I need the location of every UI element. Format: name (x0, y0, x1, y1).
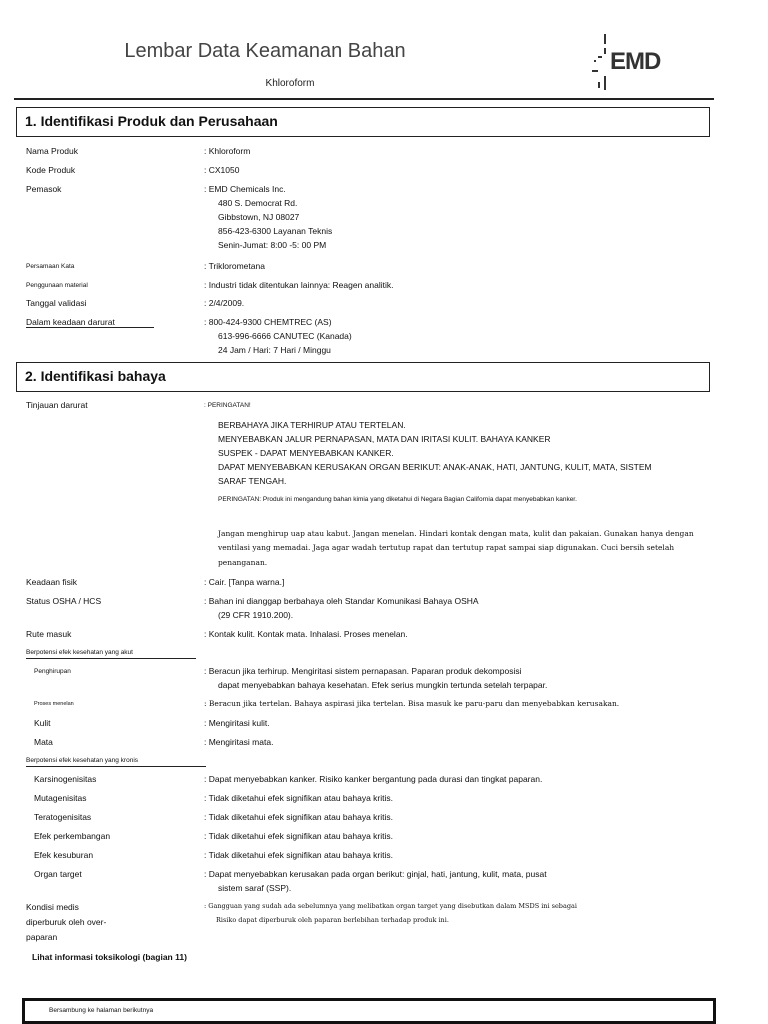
value-tanggal-validasi: : 2/4/2009. (204, 298, 245, 308)
continued-footer-text: Bersambung ke halaman berikutnya (49, 1007, 154, 1014)
value-kode-produk: : CX1050 (204, 165, 240, 175)
advice-line-1: Jangan menghirup uap atau kabut. Jangan menelan. Hindari kontak dengan mata, kulit dan pakaian. Gunakan hanya dengan (218, 529, 694, 538)
label-kondisi-medis-2: diperburuk oleh over- (26, 917, 107, 927)
value-osha-cfr: (29 CFR 1910.200). (218, 610, 294, 620)
chronic-effects-header: Berpotensi efek kesehatan yang kronis (26, 757, 139, 764)
value-nama-produk: : Khloroform (204, 146, 251, 156)
label-kondisi-medis-3: paparan (26, 932, 58, 942)
label-darurat-underline (26, 327, 154, 328)
label-organ-target: Organ target (34, 869, 82, 879)
label-persamaan-kata: Persamaan Kata (26, 263, 75, 270)
value-penggunaan-material: : Industri tidak ditentukan lainnya: Reagen analitik. (204, 280, 394, 290)
hazard-line-4: DAPAT MENYEBABKAN KERUSAKAN ORGAN BERIKUT: ANAK-ANAK, HATI, JANTUNG, KULIT, MATA, SISTEM (218, 462, 652, 472)
document-title: Lembar Data Keamanan Bahan (124, 40, 406, 62)
hazard-line-3: SUSPEK - DAPAT MENYEBABKAN KANKER. (218, 448, 394, 458)
section2-header (16, 362, 710, 392)
header-rule (14, 98, 714, 100)
label-mutagenisitas: Mutagenisitas (34, 793, 87, 803)
value-efek-kesuburan: : Tidak diketahui efek signifikan atau bahaya kritis. (204, 850, 393, 860)
value-darurat-us: : 800-424-9300 CHEMTREC (AS) (204, 317, 332, 327)
label-mata: Mata (34, 737, 53, 747)
value-mutagenisitas: : Tidak diketahui efek signifikan atau bahaya kritis. (204, 793, 393, 803)
acute-header-underline (26, 658, 196, 659)
chronic-header-underline (26, 766, 206, 767)
section1-title: 1. Identifikasi Produk dan Perusahaan (25, 113, 278, 129)
value-pemasok: : EMD Chemicals Inc. (204, 184, 286, 194)
label-keadaan-fisik: Keadaan fisik (26, 577, 78, 587)
california-warning: PERINGATAN: Produk ini mengandung bahan kimia yang diketahui di Negara Bagian California dapat menyebabkan kanker. (218, 496, 577, 503)
label-karsinogenisitas: Karsinogenisitas (34, 774, 97, 784)
value-osha: : Bahan ini dianggap berbahaya oleh Standar Komunikasi Bahaya OSHA (204, 596, 479, 606)
hazard-line-5: SARAF TENGAH. (218, 476, 287, 486)
value-pemasok-hours: Senin-Jumat: 8:00 -5: 00 PM (218, 240, 327, 250)
value-teratogenisitas: : Tidak diketahui efek signifikan atau bahaya kritis. (204, 812, 393, 822)
value-kulit: : Mengiritasi kulit. (204, 718, 270, 728)
value-pemasok-address2: Gibbstown, NJ 08027 (218, 212, 300, 222)
value-keadaan-fisik: : Cair. [Tanpa warna.] (204, 577, 285, 587)
label-nama-produk: Nama Produk (26, 146, 78, 156)
value-persamaan-kata: : Triklorometana (204, 261, 265, 271)
label-efek-kesuburan: Efek kesuburan (34, 850, 94, 860)
label-penggunaan-material: Penggunaan material (26, 282, 88, 289)
label-rute-masuk: Rute masuk (26, 629, 72, 639)
value-organ-target: : Dapat menyebabkan kerusakan pada organ berikut: ginjal, hati, jantung, kulit, mata, pusat (204, 869, 547, 879)
label-kode-produk: Kode Produk (26, 165, 76, 175)
value-darurat-canada: 613-996-6666 CANUTEC (Kanada) (218, 331, 352, 341)
emd-logo (588, 30, 668, 100)
label-tinjauan-darurat: Tinjauan darurat (26, 400, 88, 410)
hazard-line-1: BERBAHAYA JIKA TERHIRUP ATAU TERTELAN. (218, 420, 406, 430)
value-rute-masuk: : Kontak kulit. Kontak mata. Inhalasi. Proses menelan. (204, 629, 408, 639)
value-peringatan: : PERINGATAN! (204, 402, 251, 409)
document-subtitle: Khloroform (265, 78, 315, 89)
label-efek-perkembangan: Efek perkembangan (34, 831, 111, 841)
label-proses-menelan: Proses menelan (34, 701, 74, 707)
tox-info-note: Lihat informasi toksikologi (bagian 11) (32, 952, 187, 962)
value-darurat-hours: 24 Jam / Hari: 7 Hari / Minggu (218, 345, 331, 355)
value-karsinogenisitas: : Dapat menyebabkan kanker. Risiko kanker bergantung pada durasi dan tingkat paparan. (204, 774, 543, 784)
label-teratogenisitas: Teratogenisitas (34, 812, 92, 822)
section1-header (16, 107, 710, 137)
hazard-line-2: MENYEBABKAN JALUR PERNAPASAN, MATA DAN IRITASI KULIT. BAHAYA KANKER (218, 434, 551, 444)
value-pemasok-address1: 480 S. Democrat Rd. (218, 198, 298, 208)
label-kulit: Kulit (34, 718, 51, 728)
label-penghirupan: Penghirupan (34, 668, 71, 675)
label-kondisi-medis-1: Kondisi medis (26, 902, 79, 912)
value-penghirupan-2: dapat menyebabkan bahaya kesehatan. Efek serius mungkin tertunda setelah terpapar. (218, 680, 548, 690)
section2-title: 2. Identifikasi bahaya (25, 368, 166, 384)
value-mata: : Mengiritasi mata. (204, 737, 274, 747)
value-kondisi-medis: : Gangguan yang sudah ada sebelumnya yang melibatkan organ target yang disebutkan dalam MSDS ini sebagai (204, 902, 577, 910)
value-proses-menelan: : Beracun jika tertelan. Bahaya aspirasi jika tertelan. Bisa masuk ke paru-paru dan menyebabkan kerusakan. (204, 699, 620, 708)
label-darurat: Dalam keadaan darurat (26, 317, 115, 327)
value-kondisi-medis-2: Risiko dapat diperburuk oleh paparan berlebihan terhadap produk ini. (216, 916, 449, 924)
value-penghirupan: : Beracun jika terhirup. Mengiritasi sistem pernapasan. Paparan produk dekomposisi (204, 666, 522, 676)
logo-text: EMD (610, 48, 661, 75)
label-osha: Status OSHA / HCS (26, 596, 102, 606)
value-efek-perkembangan: : Tidak diketahui efek signifikan atau bahaya kritis. (204, 831, 393, 841)
value-pemasok-phone: 856-423-6300 Layanan Teknis (218, 226, 333, 236)
advice-line-2: ventilasi yang memadai. Jaga agar wadah tertutup rapat dan tertutup rapat sampai siap digunakan. Cuci bersih setelah (218, 543, 675, 552)
label-pemasok: Pemasok (26, 184, 62, 194)
value-organ-target-2: sistem saraf (SSP). (218, 883, 292, 893)
advice-line-3: penanganan. (218, 558, 268, 567)
continued-footer-box (22, 998, 716, 1024)
label-tanggal-validasi: Tanggal validasi (26, 298, 87, 308)
acute-effects-header: Berpotensi efek kesehatan yang akut (26, 649, 133, 656)
